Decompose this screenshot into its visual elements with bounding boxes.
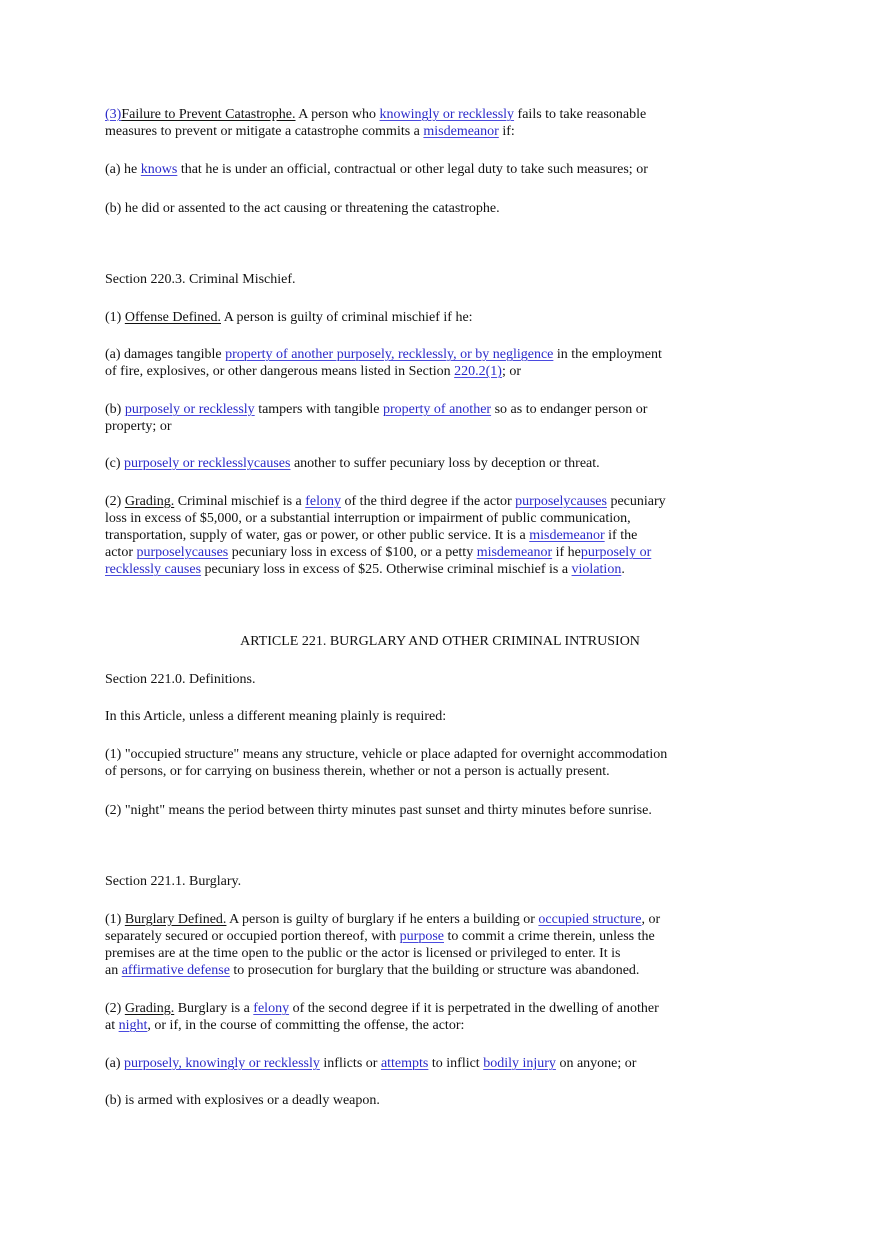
text-run: pecuniary loss in excess of $100, or a petty bbox=[228, 545, 477, 560]
mischief-grading-line-2: loss in excess of $5,000, or a substantial interruption or impairment of public communication, bbox=[105, 511, 631, 526]
felony-link-2[interactable]: felony bbox=[253, 1001, 290, 1016]
text-run: (1) "occupied structure" means any structure, vehicle or place adapted for overnight accommodation bbox=[105, 747, 668, 762]
text-run: , or if, in the course of committing the offense, the actor: bbox=[147, 1018, 465, 1033]
purposely-causes-link-2[interactable]: purposelycauses bbox=[136, 545, 229, 560]
knows-link[interactable]: knows bbox=[140, 162, 178, 177]
text-run: Burglary is a bbox=[174, 1001, 254, 1016]
text-run: fails to take reasonable bbox=[514, 107, 647, 122]
catastrophe-item-a bbox=[105, 161, 725, 178]
text-run: Criminal mischief is a bbox=[174, 494, 306, 509]
mischief-grading-line-3 bbox=[105, 527, 725, 544]
misdemeanor-link-3[interactable]: misdemeanor bbox=[476, 545, 553, 560]
text-run: another to suffer pecuniary loss by deception or threat. bbox=[290, 456, 600, 471]
misdemeanor-link-2[interactable]: misdemeanor bbox=[529, 528, 605, 543]
burglary-defined-line-3: premises are at the time open to the public or the actor is licensed or privileged to enter. It is bbox=[105, 946, 621, 961]
text-run: (2) bbox=[105, 494, 125, 509]
text-run: tampers with tangible bbox=[254, 402, 383, 417]
catastrophe-paragraph-line-2 bbox=[105, 123, 725, 140]
text-run: separately secured or occupied portion thereof, with bbox=[105, 929, 400, 944]
catastrophe-heading: Failure to Prevent Catastrophe. bbox=[121, 107, 296, 122]
misdemeanor-link[interactable]: misdemeanor bbox=[423, 124, 499, 139]
mischief-item-a-line-2 bbox=[105, 363, 725, 380]
text-run: in the employment bbox=[553, 347, 662, 362]
knowingly-or-recklessly-link[interactable]: knowingly or recklessly bbox=[379, 107, 515, 122]
text-run: if: bbox=[498, 124, 515, 139]
catastrophe-item-b bbox=[105, 200, 725, 217]
burglary-grading-line-1 bbox=[105, 1000, 725, 1017]
mischief-grading-line-1 bbox=[105, 493, 725, 510]
definition-2 bbox=[105, 802, 725, 819]
text-run: actor bbox=[105, 545, 137, 560]
text-run: (b) bbox=[105, 402, 125, 417]
text-run: (1) bbox=[105, 912, 125, 927]
burglary-grading-line-2 bbox=[105, 1017, 725, 1034]
section-221-0-title: Section 221.0. Definitions. bbox=[105, 672, 256, 687]
grading-heading: Grading. bbox=[124, 494, 175, 509]
text-run: an bbox=[105, 963, 122, 978]
text-run: (b) he did or assented to the act causing or threatening the catastrophe. bbox=[105, 201, 500, 216]
text-run: pecuniary loss in excess of $25. Otherwise criminal mischief is a bbox=[201, 562, 572, 577]
text-run: on anyone; or bbox=[555, 1056, 637, 1071]
text-run: In this Article, unless a different meaning plainly is required: bbox=[105, 709, 447, 724]
definition-1-line-1 bbox=[105, 746, 725, 763]
mischief-item-b-line-2: property; or bbox=[105, 419, 172, 434]
purposely-or-recklessly-causes-link[interactable]: purposely or recklesslycauses bbox=[124, 456, 291, 471]
text-run: (a) damages tangible bbox=[105, 347, 226, 362]
property-of-another-link-2[interactable]: property of another bbox=[383, 402, 492, 417]
night-link[interactable]: night bbox=[118, 1018, 148, 1033]
mischief-item-c bbox=[105, 455, 725, 472]
text-run: . bbox=[621, 562, 625, 577]
burglary-grading-heading: Grading. bbox=[124, 1001, 175, 1016]
text-run: to prosecution for burglary that the building or structure was abandoned. bbox=[229, 963, 640, 978]
text-run: to inflict bbox=[428, 1056, 484, 1071]
text-run: A person who bbox=[295, 107, 380, 122]
text-run: (b) is armed with explosives or a deadly weapon. bbox=[105, 1093, 380, 1108]
text-run: if he bbox=[552, 545, 581, 560]
definitions-intro bbox=[105, 708, 725, 725]
section-220-3-title: Section 220.3. Criminal Mischief. bbox=[105, 272, 296, 287]
text-run: if the bbox=[604, 528, 638, 543]
text-run: transportation, supply of water, gas or power, or other public service. It is a bbox=[105, 528, 530, 543]
mischief-item-a-line-1 bbox=[105, 346, 725, 363]
purposely-or-link[interactable]: purposely or bbox=[580, 545, 652, 560]
mischief-grading-line-5 bbox=[105, 561, 725, 578]
article-221-title: ARTICLE 221. BURGLARY AND OTHER CRIMINAL INTRUSION bbox=[240, 634, 640, 649]
purposely-causes-link[interactable]: purposelycauses bbox=[515, 494, 607, 509]
felony-link[interactable]: felony bbox=[305, 494, 342, 509]
text-run: (2) bbox=[105, 1001, 125, 1016]
mischief-grading-line-4 bbox=[105, 544, 725, 561]
attempts-link[interactable]: attempts bbox=[380, 1056, 429, 1071]
text-run: (1) bbox=[105, 310, 125, 325]
violation-link[interactable]: violation bbox=[571, 562, 622, 577]
text-run: , or bbox=[641, 912, 661, 927]
text-run: at bbox=[105, 1018, 119, 1033]
text-run: of fire, explosives, or other dangerous means listed in Section bbox=[105, 364, 455, 379]
text-run: (2) "night" means the period between thirty minutes past sunset and thirty minutes before sunrise. bbox=[105, 803, 652, 818]
text-run: that he is under an official, contractual or other legal duty to take such measures; or bbox=[177, 162, 648, 177]
text-run: (c) bbox=[105, 456, 125, 471]
purposely-or-recklessly-link[interactable]: purposely or recklessly bbox=[124, 402, 255, 417]
text-run: A person is guilty of criminal mischief if he: bbox=[220, 310, 473, 325]
burglary-defined-line-2 bbox=[105, 928, 725, 945]
affirmative-defense-link[interactable]: affirmative defense bbox=[121, 963, 230, 978]
purposely-knowingly-recklessly-link[interactable]: purposely, knowingly or recklessly bbox=[124, 1056, 320, 1071]
purpose-link[interactable]: purpose bbox=[399, 929, 444, 944]
bodily-injury-link[interactable]: bodily injury bbox=[483, 1056, 556, 1071]
burglary-item-a bbox=[105, 1055, 725, 1072]
occupied-structure-link[interactable]: occupied structure bbox=[538, 912, 642, 927]
text-run: inflicts or bbox=[319, 1056, 381, 1071]
section-221-1-title: Section 221.1. Burglary. bbox=[105, 874, 242, 889]
text-run: (a) he bbox=[105, 162, 141, 177]
property-of-another-link[interactable]: property of another purposely, recklessly, or by negligence bbox=[225, 347, 554, 362]
text-run: so as to endanger person or bbox=[491, 402, 648, 417]
text-run: of the third degree if the actor bbox=[341, 494, 516, 509]
text-run: pecuniary bbox=[606, 494, 666, 509]
burglary-defined-heading: Burglary Defined. bbox=[124, 912, 227, 927]
mischief-item-b-line-1 bbox=[105, 401, 725, 418]
burglary-defined-line-1 bbox=[105, 911, 725, 928]
subsection-3-link[interactable]: (3) bbox=[105, 107, 122, 122]
definition-1-line-2: of persons, or for carrying on business therein, whether or not a person is actually present. bbox=[105, 764, 610, 779]
text-run: measures to prevent or mitigate a catastrophe commits a bbox=[105, 124, 424, 139]
recklessly-causes-link[interactable]: recklessly causes bbox=[105, 562, 202, 577]
offense-defined-heading: Offense Defined. bbox=[124, 310, 221, 325]
catastrophe-paragraph-line-1 bbox=[105, 106, 725, 123]
text-run: A person is guilty of burglary if he enters a building or bbox=[226, 912, 539, 927]
section-220-2-link[interactable]: 220.2(1) bbox=[454, 364, 502, 379]
burglary-defined-line-4 bbox=[105, 962, 725, 979]
text-run: (a) bbox=[105, 1056, 125, 1071]
text-run: ; or bbox=[501, 364, 522, 379]
text-run: to commit a crime therein, unless the bbox=[444, 929, 655, 944]
text-run: of the second degree if it is perpetrated in the dwelling of another bbox=[289, 1001, 659, 1016]
burglary-item-b bbox=[105, 1092, 725, 1109]
offense-defined-paragraph bbox=[105, 309, 725, 326]
